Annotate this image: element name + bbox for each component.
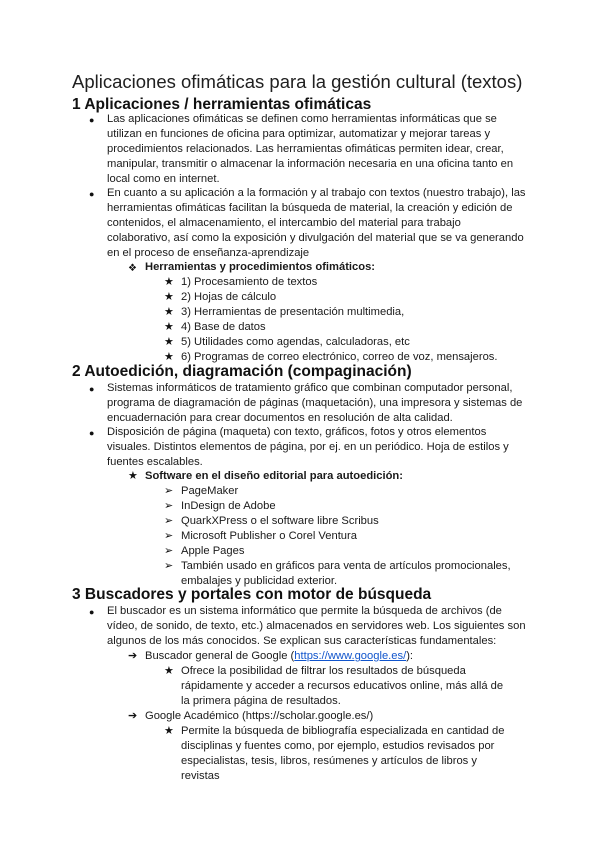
bullet-dot-icon: ●: [89, 607, 95, 617]
list-item: 2) Hojas de cálculo: [181, 291, 277, 303]
section-2-heading: 2 Autoedición, diagramación (compaginación): [72, 363, 412, 380]
star-bullet-icon: ★: [128, 470, 138, 482]
arrowhead-bullet-icon: ➢: [164, 485, 174, 497]
star-bullet-icon: ★: [164, 276, 174, 288]
bullet-dot-icon: ●: [89, 189, 95, 199]
google-link[interactable]: https://www.google.es/: [294, 650, 407, 662]
section-1-paragraph-1: Las aplicaciones ofimáticas se definen como herramientas informáticas que se utilizan en funciones de oficina para optimizar, automatizar y mejorar tareas y procedimientos relacionados. Las herramientas ofimáticas permiten idear, crear, manipular, transmitir o almacenar la información necesaria en una oficina tanto en local como en internet.: [107, 113, 514, 185]
section-1-heading: 1 Aplicaciones / herramientas ofimáticas: [72, 96, 372, 113]
arrowhead-bullet-icon: ➢: [164, 560, 174, 572]
arrow-bullet-icon: ➔: [128, 650, 138, 662]
section-3-heading: 3 Buscadores y portales con motor de búsqueda: [72, 586, 432, 603]
list-item: 5) Utilidades como agendas, calculadoras, etc: [181, 336, 410, 348]
google-scholar-line: Google Académico (https://scholar.google.es/): [145, 710, 374, 722]
diamond-bullet-icon: ❖: [128, 263, 137, 274]
list-item: 4) Base de datos: [181, 321, 266, 333]
bullet-dot-icon: ●: [89, 115, 95, 125]
arrowhead-bullet-icon: ➢: [164, 515, 174, 527]
star-bullet-icon: ★: [164, 306, 174, 318]
star-bullet-icon: ★: [164, 291, 174, 303]
section-1-subheading: Herramientas y procedimientos ofimáticos:: [145, 261, 376, 273]
arrowhead-bullet-icon: ➢: [164, 500, 174, 512]
list-item: 1) Procesamiento de textos: [181, 276, 318, 288]
star-bullet-icon: ★: [164, 336, 174, 348]
list-item: También usado en gráficos para venta de artículos promocionales, embalajes y publicidad exterior.: [181, 560, 511, 587]
bullet-dot-icon: ●: [89, 428, 95, 438]
list-item: 3) Herramientas de presentación multimedia,: [181, 306, 405, 318]
star-bullet-icon: ★: [164, 321, 174, 333]
list-item: Microsoft Publisher o Corel Ventura: [181, 530, 357, 542]
list-item: QuarkXPress o el software libre Scribus: [181, 515, 379, 527]
star-bullet-icon: ★: [164, 725, 174, 737]
google-description: Ofrece la posibilidad de filtrar los resultados de búsqueda rápidamente y acceder a recursos educativos online, más allá de la primera página de resultados.: [181, 665, 504, 707]
list-item: Apple Pages: [181, 545, 245, 557]
google-prefix: Buscador general de Google (: [145, 650, 295, 662]
arrowhead-bullet-icon: ➢: [164, 545, 174, 557]
google-suffix: ):: [406, 650, 414, 662]
section-1-paragraph-2: En cuanto a su aplicación a la formación y al trabajo con textos (nuestro trabajo), las herramientas ofimáticas facilitan la búsqueda de material, la creación y edición de contenidos, el almacenamiento, el intercambio del material para trabajo colaborativo, así como la exposición y divulgación del material que se va generando en el proceso de enseñanza-aprendizaje: [107, 187, 526, 259]
section-2-paragraph-2: Disposición de página (maqueta) con texto, gráficos, fotos y otros elementos visuales. Distintos elementos de página, por ej. en un periódico. Hoja de estilos y fuentes escalables.: [107, 426, 509, 468]
list-item: 6) Programas de correo electrónico, correo de voz, mensajeros.: [181, 351, 498, 363]
star-bullet-icon: ★: [164, 665, 174, 677]
arrow-bullet-icon: ➔: [128, 710, 138, 722]
section-2-subheading: Software en el diseño editorial para autoedición:: [145, 470, 403, 482]
document-title: Aplicaciones ofimáticas para la gestión cultural (textos): [72, 71, 523, 92]
google-scholar-description: Permite la búsqueda de bibliografía especializada en cantidad de disciplinas y fuentes como, por ejemplo, estudios revisados por especialistas, tesis, libros, resúmenes y artículos de libros y revistas: [181, 725, 505, 782]
bullet-dot-icon: ●: [89, 384, 95, 394]
star-bullet-icon: ★: [164, 351, 174, 363]
google-search-line: [145, 649, 505, 664]
list-item: InDesign de Adobe: [181, 500, 276, 512]
list-item: PageMaker: [181, 485, 239, 497]
section-3-paragraph-1: El buscador es un sistema informático que permite la búsqueda de archivos (de vídeo, de sonido, de texto, etc.) almacenados en servidores web. Los siguientes son algunos de los más conocidos. Se explican sus características fundamentales:: [107, 605, 526, 647]
section-2-paragraph-1: Sistemas informáticos de tratamiento gráfico que combinan computador personal, programa de diagramación de páginas (maquetación), una impresora y sistemas de encuadernación para crear documentos en resolución de alta calidad.: [107, 382, 523, 424]
arrowhead-bullet-icon: ➢: [164, 530, 174, 542]
